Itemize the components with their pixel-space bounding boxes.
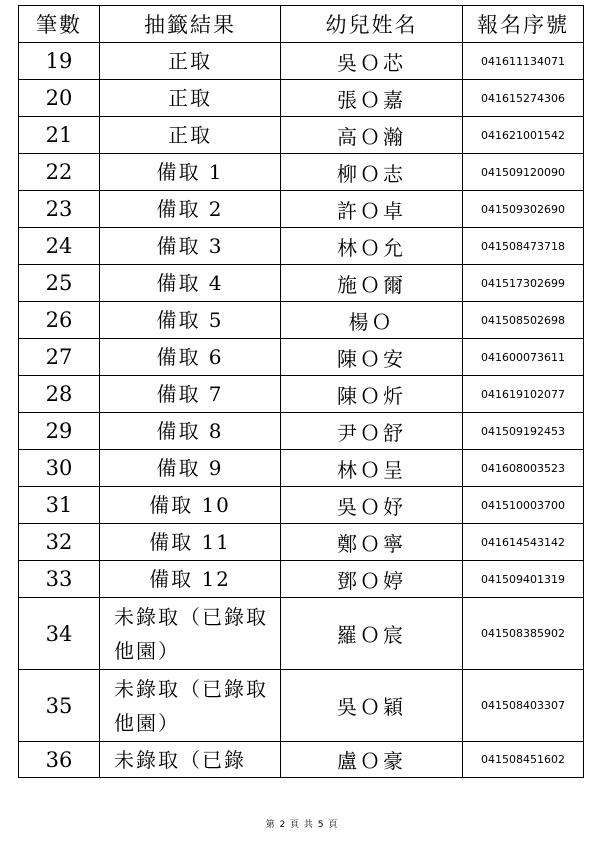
row-registration-no: 041508451602 — [463, 742, 584, 778]
row-registration-no: 041614543142 — [463, 524, 584, 561]
row-child-name: 高Ｏ瀚 — [281, 117, 463, 154]
row-child-name: 吳Ｏ妤 — [281, 487, 463, 524]
row-child-name: 鄭Ｏ寧 — [281, 524, 463, 561]
header-number: 筆數 — [19, 6, 100, 43]
header-result: 抽籤結果 — [100, 6, 281, 43]
row-result: 備取 9 — [100, 450, 281, 487]
header-child-name: 幼兒姓名 — [281, 6, 463, 43]
row-result: 備取 3 — [100, 228, 281, 265]
table-row — [19, 191, 584, 228]
row-number: 25 — [19, 265, 100, 302]
table-row — [19, 43, 584, 80]
lottery-results-table — [18, 5, 584, 778]
table-row — [19, 524, 584, 561]
row-registration-no: 041600073611 — [463, 339, 584, 376]
row-child-name: 張Ｏ嘉 — [281, 80, 463, 117]
row-child-name: 陳Ｏ安 — [281, 339, 463, 376]
row-result: 備取 12 — [100, 561, 281, 598]
row-result: 備取 8 — [100, 413, 281, 450]
table-row — [19, 302, 584, 339]
row-result: 正取 — [100, 117, 281, 154]
row-number: 27 — [19, 339, 100, 376]
table-row — [19, 487, 584, 524]
row-child-name: 尹Ｏ舒 — [281, 413, 463, 450]
row-result: 備取 4 — [100, 265, 281, 302]
table-row — [19, 154, 584, 191]
row-child-name: 吳Ｏ芯 — [281, 43, 463, 80]
row-number: 34 — [19, 598, 100, 670]
row-child-name: 施Ｏ爾 — [281, 265, 463, 302]
row-registration-no: 041509401319 — [463, 561, 584, 598]
row-registration-no: 041508473718 — [463, 228, 584, 265]
row-result: 未錄取（已錄取他園） — [100, 670, 281, 742]
row-result: 備取 11 — [100, 524, 281, 561]
row-child-name: 楊Ｏ — [281, 302, 463, 339]
header-registration-no: 報名序號 — [463, 6, 584, 43]
row-number: 31 — [19, 487, 100, 524]
row-result: 備取 7 — [100, 376, 281, 413]
row-child-name: 吳Ｏ穎 — [281, 670, 463, 742]
row-result: 未錄取（已錄取他園） — [100, 598, 281, 670]
row-number: 29 — [19, 413, 100, 450]
row-registration-no: 041509302690 — [463, 191, 584, 228]
table-row — [19, 413, 584, 450]
row-result: 備取 10 — [100, 487, 281, 524]
table-row — [19, 80, 584, 117]
row-number: 32 — [19, 524, 100, 561]
table-row — [19, 265, 584, 302]
header-row — [19, 6, 584, 43]
row-registration-no: 041508502698 — [463, 302, 584, 339]
row-number: 26 — [19, 302, 100, 339]
row-registration-no: 041508385902 — [463, 598, 584, 670]
row-number: 30 — [19, 450, 100, 487]
row-registration-no: 041621001542 — [463, 117, 584, 154]
table-row — [19, 376, 584, 413]
row-number: 35 — [19, 670, 100, 742]
row-child-name: 林Ｏ允 — [281, 228, 463, 265]
row-result: 備取 5 — [100, 302, 281, 339]
row-number: 21 — [19, 117, 100, 154]
table-row — [19, 598, 584, 670]
row-registration-no: 041608003523 — [463, 450, 584, 487]
table-row — [19, 228, 584, 265]
row-registration-no: 041517302699 — [463, 265, 584, 302]
row-number: 23 — [19, 191, 100, 228]
row-number: 22 — [19, 154, 100, 191]
row-number: 19 — [19, 43, 100, 80]
row-registration-no: 041619102077 — [463, 376, 584, 413]
table-row — [19, 339, 584, 376]
row-child-name: 柳Ｏ志 — [281, 154, 463, 191]
row-registration-no: 041508403307 — [463, 670, 584, 742]
row-child-name: 林Ｏ呈 — [281, 450, 463, 487]
row-registration-no: 041611134071 — [463, 43, 584, 80]
row-number: 36 — [19, 742, 100, 778]
row-child-name: 許Ｏ卓 — [281, 191, 463, 228]
table-row — [19, 450, 584, 487]
row-number: 20 — [19, 80, 100, 117]
row-child-name: 盧Ｏ豪 — [281, 742, 463, 778]
row-result: 備取 2 — [100, 191, 281, 228]
row-number: 33 — [19, 561, 100, 598]
table-row — [19, 117, 584, 154]
table-row — [19, 742, 584, 778]
row-number: 28 — [19, 376, 100, 413]
table-row — [19, 561, 584, 598]
row-number: 24 — [19, 228, 100, 265]
row-child-name: 羅Ｏ宸 — [281, 598, 463, 670]
row-result: 正取 — [100, 43, 281, 80]
row-registration-no: 041615274306 — [463, 80, 584, 117]
page-number-footer: 第 2 頁 共 5 頁 — [265, 820, 339, 830]
table-row — [19, 670, 584, 742]
row-result: 備取 1 — [100, 154, 281, 191]
row-registration-no: 041510003700 — [463, 487, 584, 524]
row-child-name: 鄧Ｏ婷 — [281, 561, 463, 598]
row-registration-no: 041509192453 — [463, 413, 584, 450]
row-result: 正取 — [100, 80, 281, 117]
row-registration-no: 041509120090 — [463, 154, 584, 191]
row-result: 未錄取（已錄 — [100, 742, 281, 778]
row-result: 備取 6 — [100, 339, 281, 376]
row-child-name: 陳Ｏ炘 — [281, 376, 463, 413]
